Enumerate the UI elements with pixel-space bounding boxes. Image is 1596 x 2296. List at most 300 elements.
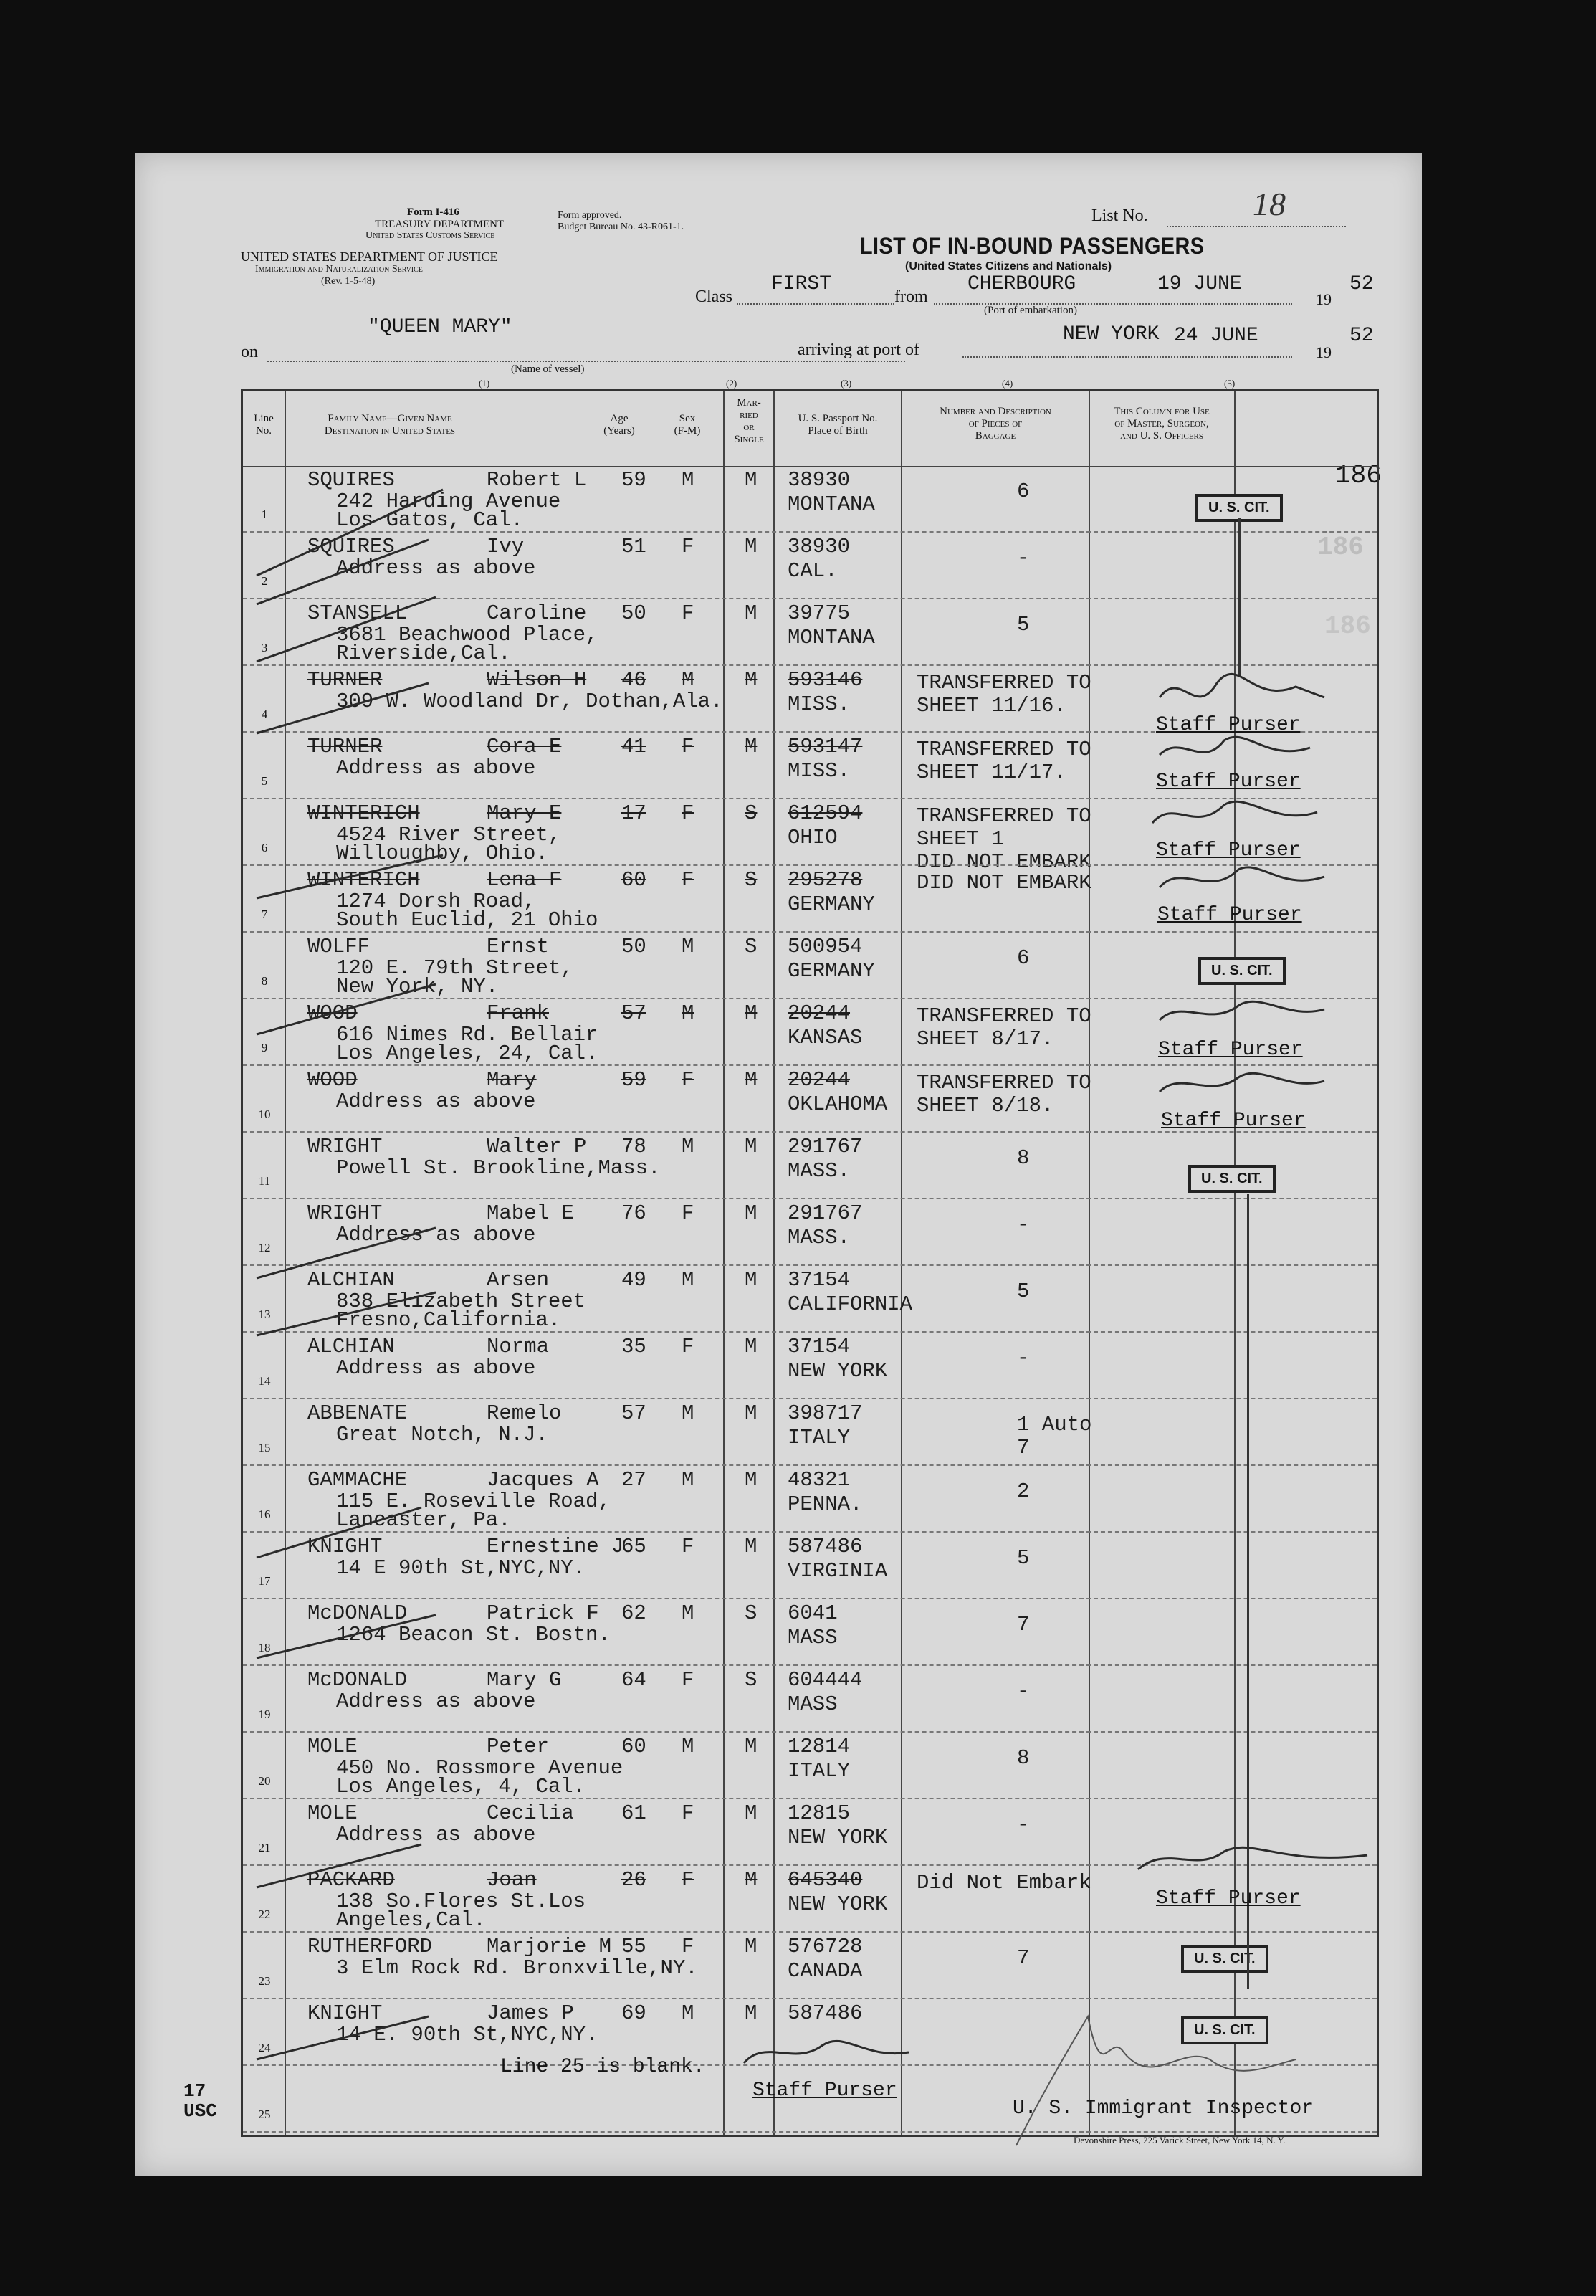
birthplace: NEW YORK [788,1892,888,1916]
age: 57 [621,1401,646,1425]
sex: M [682,935,694,958]
inspector-label: U. S. Immigrant Inspector [1013,2097,1314,2120]
address-line-1: Address as above [336,1090,536,1113]
class-label: Class [695,287,733,306]
family-name: ALCHIAN [307,1268,395,1292]
family-name: MOLE [307,1801,358,1825]
baggage: - [1017,1813,1030,1837]
passport-number: 20244 [788,1001,851,1025]
age: 26 [621,1868,646,1892]
sex: M [682,2001,694,2025]
us-cit-stamp: U. S. CIT. [1181,2016,1268,2044]
page-number-ghost: 186 [1324,611,1371,641]
address-line-1: 3 Elm Rock Rd. Bronxville,NY. [336,1956,698,1980]
given-name: Mary G [487,1668,562,1692]
passport-number: 612594 [788,801,863,825]
marital-status: M [745,1201,758,1225]
baggage: 5 [1017,613,1030,637]
from-port: CHERBOURG [967,273,1076,295]
line-number: 12 [258,1241,271,1254]
age: 62 [621,1601,646,1625]
sex: M [682,1001,694,1025]
passport-number: 587486 [788,1535,863,1558]
marital-status: M [745,1135,758,1158]
sex: M [682,1401,694,1425]
address-line-1: 115 E. Roseville Road, [336,1490,611,1513]
age: 59 [621,1068,646,1092]
header-baggage: Number and Description of Pieces of Baggage [940,406,1051,442]
address-line-1: 1264 Beacon St. Bostn. [336,1623,611,1647]
family-name: SQUIRES [307,535,395,558]
age: 50 [621,601,646,625]
age: 60 [621,1735,646,1758]
baggage: - [1017,1213,1030,1237]
baggage: Did Not Embark [917,1871,1091,1895]
baggage: - [1017,1346,1030,1370]
given-name: Lena F [487,868,562,892]
us-cit-stamp: U. S. CIT. [1198,957,1286,985]
marital-status: M [745,1001,758,1025]
family-name: WINTERICH [307,801,420,825]
baggage: TRANSFERRED TO SHEET 1 DID NOT EMBARK [917,804,1091,874]
line-number: 8 [261,974,268,988]
baggage: TRANSFERRED TO SHEET 11/16. [917,671,1091,718]
address-line-1: Address as above [336,756,536,780]
sex: F [682,601,694,625]
age: 69 [621,2001,646,2025]
line-number: 11 [258,1174,271,1188]
sex: F [682,1535,694,1558]
address-line-1: 450 No. Rossmore Avenue [336,1756,623,1780]
staff-purser: Staff Purser [1161,1110,1306,1132]
from-date: 19 JUNE [1157,273,1242,295]
address-line-1: 4524 River Street, [336,823,561,847]
line-number: 19 [258,1707,271,1721]
baggage: 6 [1017,946,1030,970]
form-approved: Form approved. [558,210,622,221]
line-number: 20 [258,1774,271,1788]
marital-status: S [745,935,758,958]
address-line-2: Riverside,Cal. [336,642,511,665]
passport-number: 593146 [788,668,863,692]
sex: F [682,1068,694,1092]
passport-number: 291767 [788,1201,863,1225]
given-name: Arsen [487,1268,550,1292]
birthplace: MASS [788,1626,838,1649]
family-name: GAMMACHE [307,1468,408,1492]
passport-number: 6041 [788,1601,838,1625]
family-name: WINTERICH [307,868,420,892]
birthplace: MASS [788,1692,838,1716]
address-line-1: Great Notch, N.J. [336,1423,548,1447]
baggage: DID NOT EMBARK [917,871,1091,895]
passport-number: 576728 [788,1935,863,1958]
passport-number: 20244 [788,1068,851,1092]
handwritten-marks [135,153,1422,2176]
line-number: 16 [258,1507,271,1521]
marital-status: S [745,1668,758,1692]
family-name: McDONALD [307,1601,408,1625]
address-line-1: Address as above [336,1690,536,1713]
address-line-2: Los Angeles, 4, Cal. [336,1775,586,1799]
baggage: 8 [1017,1146,1030,1170]
address-line-1: Address as above [336,556,536,580]
birthplace: MONTANA [788,626,875,649]
list-no-label: List No. [1091,206,1148,225]
passport-number: 645340 [788,1868,863,1892]
line-number: 1 [261,508,268,521]
staff-purser: Staff Purser [1156,1887,1301,1910]
passport-number: 587486 [788,2001,863,2025]
birthplace: MASS. [788,1159,851,1183]
family-name: SQUIRES [307,468,395,492]
col-num-2: (2) [726,378,737,389]
family-name: ABBENATE [307,1401,408,1425]
passport-number: 48321 [788,1468,851,1492]
given-name: Ernst [487,935,550,958]
given-name: Marjorie M [487,1935,612,1958]
passport-number: 291767 [788,1135,863,1158]
baggage: - [1017,1680,1030,1703]
arrival-date: 24 JUNE [1174,325,1258,347]
marital-status: S [745,868,758,892]
line-number: 4 [261,708,268,721]
baggage: 7 [1017,1613,1030,1637]
marital-status: M [745,1068,758,1092]
header-name: Family Name—Given Name Destination in United States [324,413,456,437]
given-name: Jacques A [487,1468,599,1492]
line-number: 17 [258,1574,271,1588]
passport-number: 37154 [788,1335,851,1358]
passport-number: 12815 [788,1801,851,1825]
marital-status: M [745,1468,758,1492]
line-number: 22 [258,1907,271,1921]
family-name: RUTHERFORD [307,1935,433,1958]
sex: F [682,801,694,825]
given-name: Ivy [487,535,525,558]
page-number-ghost: 186 [1317,533,1364,562]
arrival-port: NEW YORK [1063,323,1160,346]
birthplace: ITALY [788,1426,851,1449]
left-margin-note: 17 USC [183,2080,217,2122]
birthplace: ITALY [788,1759,851,1783]
given-name: Peter [487,1735,550,1758]
justice-dept: UNITED STATES DEPARTMENT OF JUSTICE [241,249,498,264]
line-number: 14 [258,1374,271,1388]
address-line-2: Los Gatos, Cal. [336,508,524,532]
birthplace: VIRGINIA [788,1559,888,1583]
header-officers: This Column for Use of Master, Surgeon, and U. S. Officers [1114,406,1210,442]
line-number: 13 [258,1307,271,1321]
sex: M [682,668,694,692]
birthplace: GERMANY [788,892,875,916]
birthplace: MISS. [788,692,851,716]
age: 60 [621,868,646,892]
sex: F [682,1935,694,1958]
address-line-1: 616 Nimes Rd. Bellair [336,1023,598,1047]
treasury-dept: TREASURY DEPARTMENT [375,219,505,230]
age: 65 [621,1535,646,1558]
address-line-1: 14 E 90th St,NYC,NY. [336,1556,586,1580]
baggage: 5 [1017,1546,1030,1570]
baggage: 8 [1017,1746,1030,1770]
arriving-label: arriving at port of [798,340,919,359]
given-name: Robert L [487,468,587,492]
baggage: - [1017,546,1030,570]
line-number: 2 [261,574,268,588]
header-age: Age (Years) [603,413,635,437]
line-number: 9 [261,1041,268,1054]
birthplace: CAL. [788,559,838,583]
birthplace: MISS. [788,759,851,783]
age: 49 [621,1268,646,1292]
line-number: 23 [258,1974,271,1988]
age: 41 [621,735,646,758]
staff-purser: Staff Purser [752,2080,897,2102]
family-name: TURNER [307,668,383,692]
vessel-name: "QUEEN MARY" [368,316,512,338]
family-name: TURNER [307,735,383,758]
col-num-3: (3) [841,378,852,389]
marital-status: S [745,801,758,825]
given-name: James P [487,2001,574,2025]
line-number: 15 [258,1441,271,1454]
sex: M [682,1135,694,1158]
line-number: 7 [261,908,268,921]
address-line-1: 120 E. 79th Street, [336,956,573,980]
col-num-1: (1) [479,378,490,389]
given-name: Cora E [487,735,562,758]
passport-number: 604444 [788,1668,863,1692]
staff-purser: Staff Purser [1158,1039,1303,1061]
sex: F [682,868,694,892]
family-name: WOLFF [307,935,371,958]
page-number: 186 [1335,461,1382,490]
address-line-2: Angeles,Cal. [336,1908,486,1932]
given-name: Joan [487,1868,537,1892]
header-sex: Sex (F-M) [674,413,701,437]
header-married: Mar- ried or Single [734,397,764,445]
marital-status: M [745,1868,758,1892]
baggage: 7 [1017,1946,1030,1970]
address-line-1: Address as above [336,1823,536,1847]
sex: M [682,1468,694,1492]
age: 50 [621,935,646,958]
baggage: TRANSFERRED TO SHEET 11/17. [917,738,1091,784]
baggage: TRANSFERRED TO SHEET 8/17. [917,1004,1091,1051]
marital-status: M [745,1335,758,1358]
family-name: PACKARD [307,1868,395,1892]
family-name: ALCHIAN [307,1335,395,1358]
list-no-value: 18 [1253,186,1286,222]
address-line-1: Powell St. Brookline,Mass. [336,1156,661,1180]
us-cit-stamp: U. S. CIT. [1181,1945,1268,1973]
birthplace: CANADA [788,1959,863,1983]
marital-status: M [745,1935,758,1958]
age: 78 [621,1135,646,1158]
staff-purser: Staff Purser [1156,714,1301,736]
class-value: FIRST [771,273,832,295]
ins-service: Immigration and Naturalization Service [255,264,423,275]
family-name: WOOD [307,1068,358,1092]
age: 35 [621,1335,646,1358]
birthplace: KANSAS [788,1026,863,1049]
passport-number: 38930 [788,468,851,492]
sex: F [682,1668,694,1692]
marital-status: S [745,1601,758,1625]
address-line-1: 14 E. 90th St,NYC,NY. [336,2023,598,2047]
revision: (Rev. 1-5-48) [321,276,376,287]
us-cit-stamp: U. S. CIT. [1195,494,1283,522]
marital-status: M [745,1535,758,1558]
family-name: WRIGHT [307,1135,383,1158]
address-line-1: 138 So.Flores St.Los [336,1890,586,1913]
sex: F [682,1868,694,1892]
passport-number: 12814 [788,1735,851,1758]
family-name: STANSELL [307,601,408,625]
passport-number: 500954 [788,935,863,958]
birthplace: GERMANY [788,959,875,983]
passport-number: 398717 [788,1401,863,1425]
baggage: 6 [1017,480,1030,503]
manifest-sheet [135,153,1422,2176]
port-embark-caption: (Port of embarkation) [984,305,1077,316]
given-name: Norma [487,1335,550,1358]
marital-status: M [745,468,758,492]
on-label: on [241,343,258,361]
marital-status: M [745,668,758,692]
line-number: 21 [258,1841,271,1854]
age: 57 [621,1001,646,1025]
budget-bureau: Budget Bureau No. 43-R061-1. [558,221,684,232]
given-name: Ernestine J [487,1535,624,1558]
sex: F [682,1201,694,1225]
birthplace: NEW YORK [788,1826,888,1849]
age: 59 [621,468,646,492]
address-line-2: Lancaster, Pa. [336,1508,511,1532]
sex: M [682,1601,694,1625]
line-number: 5 [261,774,268,788]
line-number: 6 [261,841,268,854]
col-num-5: (5) [1224,378,1236,389]
form-number: Form I-416 [407,206,459,218]
line-number: 18 [258,1641,271,1654]
from-label: from [894,287,928,306]
line-25-note: Line 25 is blank. [500,2056,705,2078]
address-line-2: Fresno,California. [336,1308,561,1332]
marital-status: M [745,1401,758,1425]
address-line-1: 1274 Dorsh Road, [336,890,536,913]
birthplace: NEW YORK [788,1359,888,1383]
address-line-1: Address as above [336,1356,536,1380]
line-number: 3 [261,641,268,654]
header-passport: U. S. Passport No. Place of Birth [798,413,878,437]
age: 76 [621,1201,646,1225]
birthplace: OKLAHOMA [788,1092,888,1116]
age: 64 [621,1668,646,1692]
marital-status: M [745,1801,758,1825]
birthplace: PENNA. [788,1492,863,1516]
birthplace: MONTANA [788,492,875,516]
age: 55 [621,1935,646,1958]
age: 61 [621,1801,646,1825]
line-number: 10 [258,1107,271,1121]
marital-status: M [745,1735,758,1758]
family-name: KNIGHT [307,2001,383,2025]
address-line-1: Address as above [336,1223,536,1247]
family-name: MOLE [307,1735,358,1758]
age: 46 [621,668,646,692]
sex: F [682,1335,694,1358]
family-name: WOOD [307,1001,358,1025]
page-title: LIST OF IN-BOUND PASSENGERS [860,233,1205,259]
given-name: Mabel E [487,1201,574,1225]
birthplace: MASS. [788,1226,851,1249]
baggage: TRANSFERRED TO SHEET 8/18. [917,1071,1091,1118]
given-name: Cecilia [487,1801,574,1825]
marital-status: M [745,535,758,558]
address-line-1: 242 Harding Avenue [336,490,561,513]
passport-number: 593147 [788,735,863,758]
family-name: WRIGHT [307,1201,383,1225]
baggage: 2 [1017,1480,1030,1503]
given-name: Frank [487,1001,550,1025]
birthplace: CALIFORNIA [788,1292,913,1316]
us-cit-stamp: U. S. CIT. [1188,1165,1276,1193]
staff-purser: Staff Purser [1156,771,1301,793]
year-prefix: 19 [1316,290,1332,308]
arrival-year-prefix: 19 [1316,343,1332,361]
customs-service: United States Customs Service [365,230,495,241]
address-line-1: 309 W. Woodland Dr, Dothan,Ala. [336,690,723,713]
age: 27 [621,1468,646,1492]
line-number: 25 [258,2107,271,2121]
passport-number: 37154 [788,1268,851,1292]
line-number: 24 [258,2041,271,2054]
page-subtitle: (United States Citizens and Nationals) [905,260,1112,272]
col-num-4: (4) [1002,378,1013,389]
baggage: 1 Auto 7 [1017,1413,1092,1459]
passport-number: 295278 [788,868,863,892]
year-value: 52 [1349,273,1374,295]
given-name: Remelo [487,1401,562,1425]
address-line-2: Willoughby, Ohio. [336,842,548,865]
printer-credit: Devonshire Press, 225 Varick Street, New York 14, N. Y. [1074,2135,1286,2145]
sex: M [682,1268,694,1292]
address-line-2: South Euclid, 21 Ohio [336,908,598,932]
header-line-no: Line No. [254,413,274,437]
address-line-2: Los Angeles, 24, Cal. [336,1042,598,1065]
age: 17 [621,801,646,825]
baggage: 5 [1017,1280,1030,1303]
marital-status: M [745,735,758,758]
sex: M [682,1735,694,1758]
given-name: Caroline [487,601,587,625]
marital-status: M [745,1268,758,1292]
given-name: Mary [487,1068,537,1092]
marital-status: M [745,601,758,625]
given-name: Mary E [487,801,562,825]
address-line-1: 838 Elizabeth Street [336,1290,586,1313]
given-name: Wilson H [487,668,587,692]
passport-number: 38930 [788,535,851,558]
staff-purser: Staff Purser [1156,839,1301,862]
age: 51 [621,535,646,558]
address-line-2: New York, NY. [336,975,499,999]
given-name: Patrick F [487,1601,599,1625]
vessel-caption: (Name of vessel) [511,363,585,375]
sex: F [682,735,694,758]
